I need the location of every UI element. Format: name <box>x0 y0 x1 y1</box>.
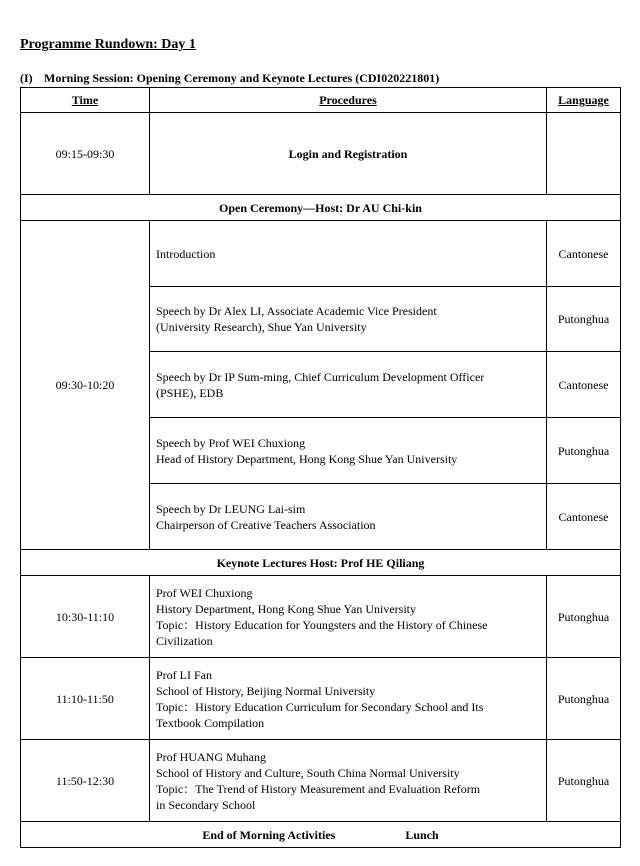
footer-left: End of Morning Activities <box>202 827 336 842</box>
procedure-line: (PSHE), EDB <box>156 385 224 400</box>
page-title: Programme Rundown: Day 1 <box>20 37 196 52</box>
language-cell: Cantonese <box>547 221 621 287</box>
language-cell: Putonghua <box>547 658 621 740</box>
footer-right: Lunch <box>405 827 439 842</box>
procedure-line: Prof HUANG Muhang <box>156 749 266 764</box>
footer-row <box>21 822 621 848</box>
registration-time: 09:15-09:30 <box>21 113 150 195</box>
procedure-line: Civilization <box>156 633 213 648</box>
procedure-line: Speech by Prof WEI Chuxiong <box>156 435 306 450</box>
table-row <box>21 658 621 740</box>
language-cell: Cantonese <box>547 352 621 418</box>
procedure-line: Speech by Dr IP Sum-ming, Chief Curriculum Development Officer <box>156 369 485 384</box>
section-label: Morning Session: Opening Ceremony and Keynote Lectures (CDI020221801) <box>44 71 440 85</box>
time-cell: 10:30-11:10 <box>21 576 150 658</box>
procedure-line: in Secondary School <box>156 797 256 812</box>
procedure-line: Head of History Department, Hong Kong Shue Yan University <box>156 451 458 466</box>
procedure-cell <box>150 740 547 822</box>
procedure-cell <box>150 287 547 352</box>
registration-language <box>547 113 621 195</box>
language-cell: Putonghua <box>547 287 621 352</box>
procedure-line: Chairperson of Creative Teachers Association <box>156 517 376 532</box>
language-cell: Cantonese <box>547 484 621 550</box>
opening-ceremony-heading-row <box>21 195 621 221</box>
header-procedures: Procedures <box>150 88 547 113</box>
procedure-line: School of History and Culture, South China Normal University <box>156 765 460 780</box>
procedure-line: Prof WEI Chuxiong <box>156 585 253 600</box>
procedure-line: Prof LI Fan <box>156 667 212 682</box>
header-language: Language <box>547 88 621 113</box>
registration-row <box>21 113 621 195</box>
opening-ceremony-heading: Open Ceremony—Host: Dr AU Chi-kin <box>21 195 621 221</box>
procedure-line: Topic：History Education for Youngsters and the History of Chinese <box>156 617 488 632</box>
section-number: (I) <box>20 71 33 85</box>
keynote-heading-row <box>21 550 621 576</box>
procedure-cell <box>150 576 547 658</box>
procedure-line: Introduction <box>156 246 216 261</box>
opening-ceremony-time: 09:30-10:20 <box>21 221 150 550</box>
section-title <box>20 71 439 86</box>
procedure-line: (University Research), Shue Yan University <box>156 320 367 334</box>
language-cell: Putonghua <box>547 740 621 822</box>
language-cell: Putonghua <box>547 418 621 484</box>
registration-procedure: Login and Registration <box>150 113 547 195</box>
procedure-cell <box>150 221 547 287</box>
procedure-line: History Department, Hong Kong Shue Yan University <box>156 601 416 616</box>
procedure-line: Textbook Compilation <box>156 715 265 730</box>
time-cell: 11:50-12:30 <box>21 740 150 822</box>
procedure-cell <box>150 418 547 484</box>
procedure-cell <box>150 658 547 740</box>
table-row <box>21 576 621 658</box>
procedure-line: Topic：History Education Curriculum for Secondary School and Its <box>156 699 484 714</box>
table-row <box>21 221 621 287</box>
header-time: Time <box>21 88 150 113</box>
table-header-row <box>21 88 621 113</box>
procedure-cell <box>150 352 547 418</box>
keynote-heading: Keynote Lectures Host: Prof HE Qiliang <box>21 550 621 576</box>
table-row <box>21 740 621 822</box>
language-cell: Putonghua <box>547 576 621 658</box>
procedure-line: Topic：The Trend of History Measurement and Evaluation Reform <box>156 781 481 796</box>
procedure-line: Speech by Dr Alex LI, Associate Academic Vice President <box>156 304 437 318</box>
procedure-line: School of History, Beijing Normal University <box>156 683 376 698</box>
procedure-cell <box>150 484 547 550</box>
footer-cell <box>21 822 621 848</box>
procedure-line: Speech by Dr LEUNG Lai-sim <box>156 501 306 516</box>
time-cell: 11:10-11:50 <box>21 658 150 740</box>
rundown-table <box>20 87 621 848</box>
